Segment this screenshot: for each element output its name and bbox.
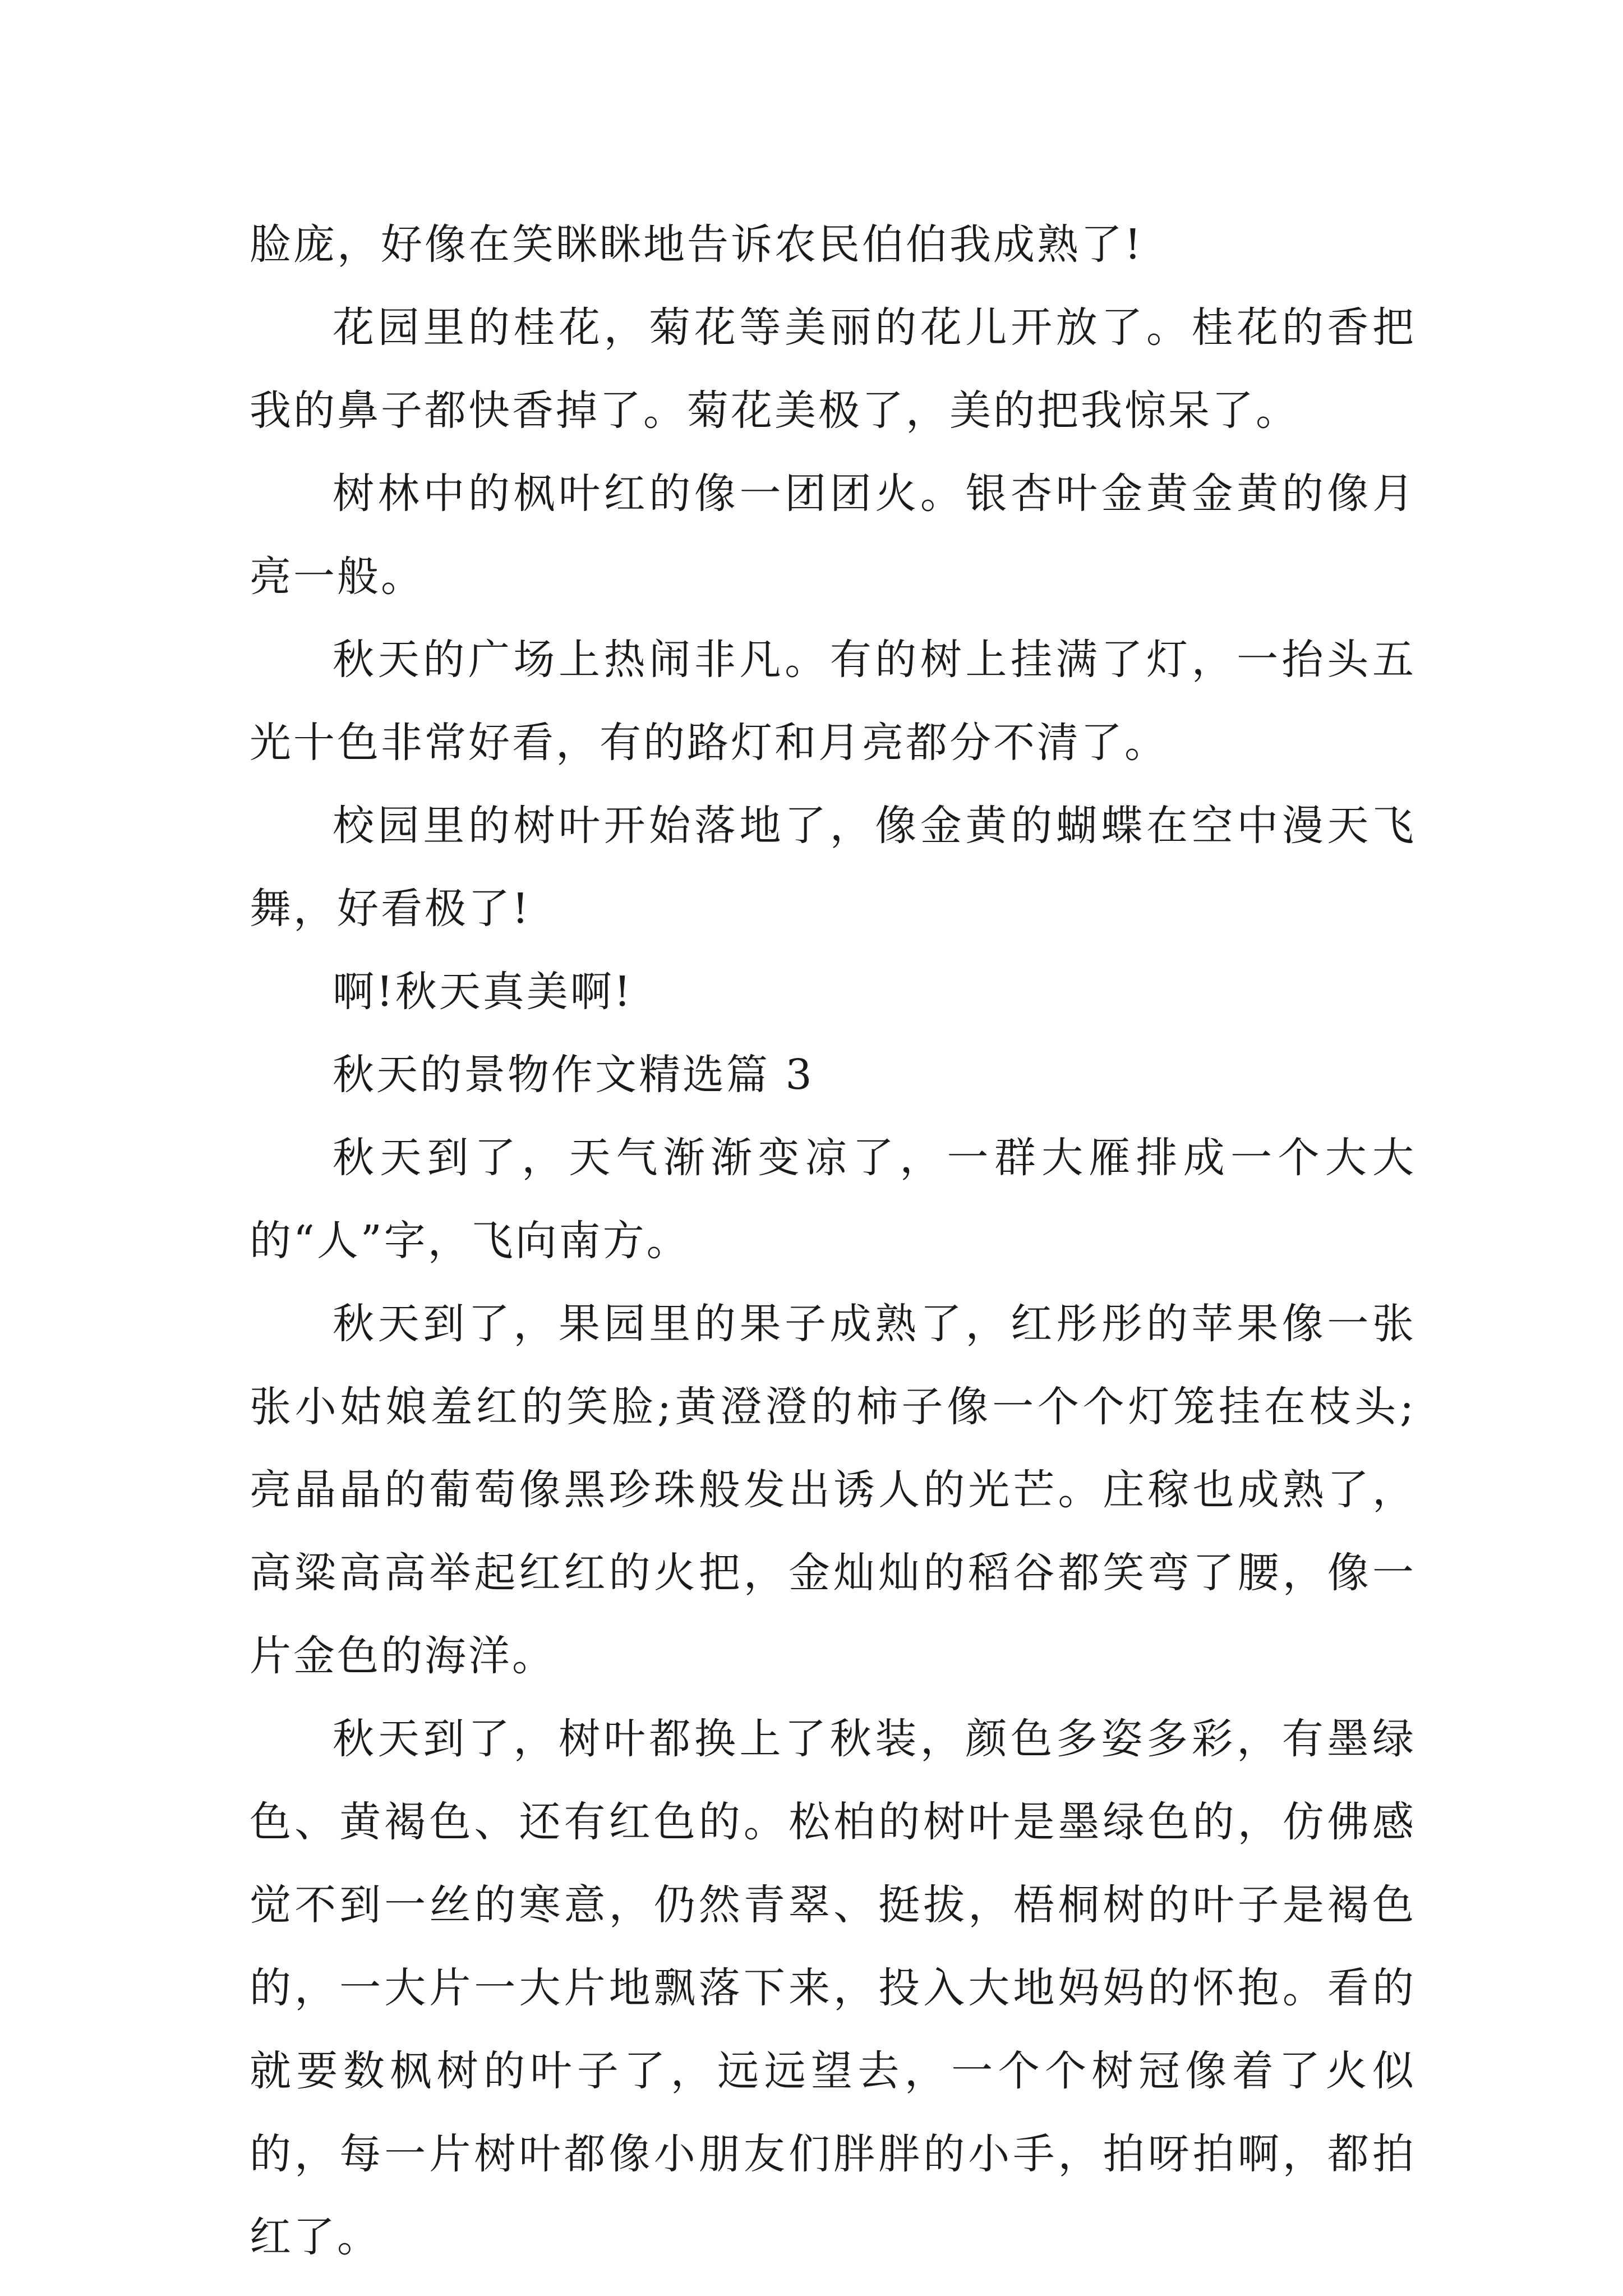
paragraph: 脸庞，好像在笑眯眯地告诉农民伯伯我成熟了! xyxy=(250,220,1144,269)
paragraph: 秋天到了，树叶都换上了秋装，颜色多姿多彩，有墨绿色、黄褐色、还有红色的。松柏的树叶是墨绿色的，仿佛感觉不到一丝的寒意，仍然青翠、挺拔，梧桐树的叶子是褐色的，一大片一大片地飘落下来，投入大地妈妈的怀抱。看的就要数枫树的叶子了，远远望去，一个个树冠像着了火似的，每一片树叶都像小朋友们胖胖的小手，拍呀拍啊，都拍红了。 xyxy=(250,1715,1416,2261)
paragraph: 秋天的广场上热闹非凡。有的树上挂满了灯，一抬头五光十色非常好看，有的路灯和月亮都分不清了。 xyxy=(250,636,1416,767)
document-body xyxy=(250,203,1416,2279)
paragraph: 校园里的树叶开始落地了，像金黄的蝴蝶在空中漫天飞舞，好看极了! xyxy=(250,802,1416,933)
paragraph: 秋天到了，果园里的果子成熟了，红彤彤的苹果像一张张小姑娘羞红的笑脸;黄澄澄的柿子像一个个灯笼挂在枝头;亮晶晶的葡萄像黑珍珠般发出诱人的光芒。庄稼也成熟了，高粱高高举起红红的火把，金灿灿的稻谷都笑弯了腰，像一片金色的海洋。 xyxy=(250,1300,1416,1680)
paragraph: 树林中的枫叶红的像一团团火。银杏叶金黄金黄的像月亮一般。 xyxy=(250,470,1416,601)
paragraph: 啊!秋天真美啊! xyxy=(333,968,633,1016)
paragraph: 秋天到了，天气渐渐变凉了，一群大雁排成一个大大的“人”字，飞向南方。 xyxy=(250,1134,1416,1265)
section-heading: 秋天的景物作文精选篇 3 xyxy=(333,1051,814,1099)
paragraph: 花园里的桂花，菊花等美丽的花儿开放了。桂花的香把我的鼻子都快香掉了。菊花美极了，美的把我惊呆了。 xyxy=(250,303,1416,435)
